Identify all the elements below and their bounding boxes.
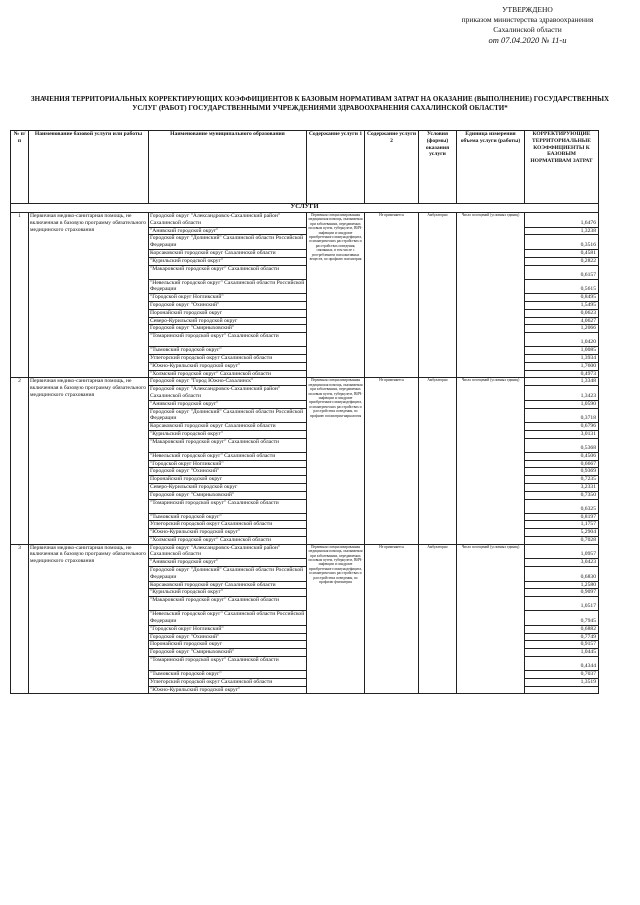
municipality-name: Корсаковский городской округ Сахалинской области	[149, 423, 307, 431]
municipality-name: "Курильский городской округ"	[149, 257, 307, 265]
coefficient-value: 0,6667	[525, 460, 599, 468]
row-number: 3	[11, 544, 29, 694]
service-conditions: Амбулаторно	[419, 544, 457, 694]
municipality-name: "Южно-Курильский городской округ"	[149, 362, 307, 370]
municipality-name: "Южно-Курильский городской округ"	[149, 686, 307, 694]
header-unit: Единица измерения объема услуги (работы)	[457, 131, 525, 204]
municipality-name: "Курильский городской округ"	[149, 430, 307, 438]
municipality-name: Городской округ "Долинский" Сахалинской области Российской Федерации	[149, 408, 307, 423]
municipality-name: Городской округ "Город Южно-Сахалинск"	[149, 378, 307, 386]
municipality-name: "Курильский городской округ"	[149, 589, 307, 597]
header-row	[11, 131, 599, 204]
coefficient-value: 3,2331	[525, 483, 599, 491]
municipality-name: "Макаровский городской округ" Сахалинской области	[149, 438, 307, 452]
municipality-name: Углегорский городской округ Сахалинской области	[149, 521, 307, 529]
municipality-name: "Томаринский городской округ" Сахалинской области	[149, 657, 307, 671]
service-content-1: Первичная специализированная медицинская помощь, оказываемая при заболеваниях, передаваемых половым путем, туберкулезе, ВИЧ-инфекции и синдроме приобретенного иммунодефицита, психиатрических расстройствах и расстройствах поведения, по профилю фтизиатрия	[307, 544, 365, 694]
municipality-name: "Городской округ Ногликский"	[149, 294, 307, 302]
municipality-name: Поронайский городской округ	[149, 476, 307, 484]
coefficient-value: 0,4973	[525, 370, 599, 378]
coefficient-value: 1,0590	[525, 400, 599, 408]
service-content-1: Первичная специализированная медицинская помощь, оказываемая при заболеваниях, передаваемых половым путем, туберкулезе, ВИЧ-инфекции и синдроме приобретенного иммунодефицита, психиатрических расстройствах и расстройствах поведения, по профилю психиатрия-наркология	[307, 378, 365, 544]
municipality-name: "Томаринский городской округ" Сахалинской области	[149, 333, 307, 347]
municipality-name: "Невельский городской округ" Сахалинской области	[149, 452, 307, 460]
coefficient-value: 1,6476	[525, 213, 599, 228]
municipality-name: "Тымовский городской округ"	[149, 347, 307, 355]
coefficient-value: 0,5615	[525, 279, 599, 294]
table-body	[11, 213, 599, 694]
services-label: УСЛУГИ	[11, 204, 599, 213]
coefficient-value: 0,8197	[525, 513, 599, 521]
municipality-name: Северо-Курильский городской округ	[149, 483, 307, 491]
municipality-name: "Анивский городской округ"	[149, 559, 307, 567]
municipality-name: "Анивский городской округ"	[149, 227, 307, 235]
approval-line: приказом министерства здравоохранения	[461, 15, 594, 24]
service-name: Первичная медико-санитарная помощь, не включенная в базовую программу обязательного медицинского страхования	[29, 378, 149, 544]
municipality-name: Поронайский городской округ	[149, 309, 307, 317]
coefficient-value: 0,9157	[525, 641, 599, 649]
coefficients-table	[10, 130, 599, 694]
row-number: 2	[11, 378, 29, 544]
coefficient-value: 0,6882	[525, 625, 599, 633]
municipality-name: Городской округ "Охинский"	[149, 301, 307, 309]
header-muni: Наименование муниципального образования	[149, 131, 307, 204]
coefficient-value: 0,8495	[525, 294, 599, 302]
municipality-name: Корсаковский городской округ Сахалинской области	[149, 581, 307, 589]
municipality-name: "Невельский городской округ" Сахалинской области Российской Федерации	[149, 279, 307, 294]
table-row	[11, 544, 599, 559]
municipality-name: Городской округ "Александровск-Сахалинский район" Сахалинской области	[149, 544, 307, 559]
municipality-name: Городской округ "Смирныховский"	[149, 649, 307, 657]
municipality-name: Корсаковский городской округ Сахалинской области	[149, 249, 307, 257]
municipality-name: "Тымовский городской округ"	[149, 513, 307, 521]
coefficient-value: 0,7749	[525, 633, 599, 641]
coefficient-value: 0,6157	[525, 265, 599, 279]
service-unit: Число посещений (условных единиц)	[457, 544, 525, 694]
coefficient-value: 0,3718	[525, 408, 599, 423]
service-content-2: Не применяется	[365, 213, 419, 378]
approval-line: УТВЕРЖДЕНО	[502, 5, 553, 14]
municipality-name: "Невельский городской округ" Сахалинской области Российской Федерации	[149, 611, 307, 626]
municipality-name: "Тымовский городской округ"	[149, 671, 307, 679]
coefficient-value: 0,7028	[525, 536, 599, 544]
coefficient-value: 0,7235	[525, 476, 599, 484]
service-conditions: Амбулаторно	[419, 213, 457, 378]
coefficient-value: 1,3423	[525, 386, 599, 401]
coefficient-value: 1,0420	[525, 333, 599, 347]
coefficient-value: 1,2580	[525, 581, 599, 589]
coefficient-value: 0,5368	[525, 438, 599, 452]
coefficient-value: 1,0085	[525, 347, 599, 355]
coefficient-value: 0,4506	[525, 452, 599, 460]
coefficient-value: 1,5495	[525, 301, 599, 309]
municipality-name: Углегорский городской округ Сахалинской области	[149, 678, 307, 686]
approval-date-number: от 07.04.2020 № 11-и	[488, 35, 567, 45]
coefficient-value: 0,7037	[525, 671, 599, 679]
coefficient-value: 1,3348	[525, 378, 599, 386]
municipality-name: Городской округ "Долинский" Сахалинской области Российской Федерации	[149, 567, 307, 582]
row-number: 1	[11, 213, 29, 378]
coefficient-value: 0,6325	[525, 499, 599, 513]
services-row	[11, 204, 599, 213]
header-num: № п/п	[11, 131, 29, 204]
coefficient-value	[525, 686, 599, 694]
municipality-name: "Анивский городской округ"	[149, 400, 307, 408]
service-content-2: Не применяется	[365, 378, 419, 544]
municipality-name: Городской округ "Долинский" Сахалинской области Российской Федерации	[149, 235, 307, 250]
service-content-2: Не применяется	[365, 544, 419, 694]
municipality-name: Северо-Курильский городской округ	[149, 317, 307, 325]
header-content2: Содержание услуги 2	[365, 131, 419, 204]
coefficient-value: 1,2066	[525, 325, 599, 333]
coefficient-value: 3,0131	[525, 430, 599, 438]
coefficient-value: 1,3934	[525, 354, 599, 362]
coefficient-value: 1,0517	[525, 597, 599, 611]
service-unit: Число посещений (условных единиц)	[457, 213, 525, 378]
service-name: Первичная медико-санитарная помощь, не включенная в базовую программу обязательного медицинского страхования	[29, 544, 149, 694]
coefficient-value: 0,4344	[525, 657, 599, 671]
coefficient-value: 3,0423	[525, 559, 599, 567]
coefficient-value: 0,6830	[525, 567, 599, 582]
municipality-name: Городской округ "Смирныховский"	[149, 491, 307, 499]
coefficient-value: 0,4581	[525, 249, 599, 257]
table-row	[11, 378, 599, 386]
coefficient-value: 0,3516	[525, 235, 599, 250]
coefficient-value: 0,0623	[525, 309, 599, 317]
service-name: Первичная медико-санитарная помощь, не включенная в базовую программу обязательного медицинского страхования	[29, 213, 149, 378]
header-conditions: Условия (формы) оказания услуги	[419, 131, 457, 204]
table-row	[11, 213, 599, 228]
municipality-name: "Макаровский городской округ" Сахалинской области	[149, 597, 307, 611]
municipality-name: Городской округ "Александровск-Сахалинский район" Сахалинской области	[149, 213, 307, 228]
header-content1: Содержание услуги 1	[307, 131, 365, 204]
service-conditions: Амбулаторно	[419, 378, 457, 544]
municipality-name: Городской округ "Охинский"	[149, 468, 307, 476]
coefficient-value: 5,2904	[525, 529, 599, 537]
coefficient-value: 1,1757	[525, 521, 599, 529]
municipality-name: Углегорский городской округ Сахалинской области	[149, 354, 307, 362]
municipality-name: "Южно-Курильский городской округ"	[149, 529, 307, 537]
municipality-name: Городской округ "Александровск-Сахалинский район" Сахалинской области	[149, 386, 307, 401]
municipality-name: "Городской округ Ногликский"	[149, 625, 307, 633]
municipality-name: Городской округ "Охинский"	[149, 633, 307, 641]
municipality-name: "Городской округ Ногликский"	[149, 460, 307, 468]
service-content-1: Первичная специализированная медицинская помощь, оказываемая при заболеваниях, передаваемых половым путем, туберкулезе, ВИЧ-инфекции и синдроме приобретенного иммунодефицита, психиатрических расстройствах и расстройствах поведения, связанных, в том числе с употреблением психоактивных веществ, по профилю психиатрия	[307, 213, 365, 378]
coefficient-value: 0,9097	[525, 589, 599, 597]
coefficient-value: 0,6796	[525, 423, 599, 431]
coefficient-value: 1,7600	[525, 362, 599, 370]
coefficient-value: 1,0445	[525, 649, 599, 657]
service-unit: Число посещений (условных единиц)	[457, 378, 525, 544]
coefficient-value: 0,2822	[525, 257, 599, 265]
municipality-name: "Холмский городской округ" Сахалинской области	[149, 370, 307, 378]
coefficient-value: 0,7350	[525, 491, 599, 499]
coefficient-value: 0,7945	[525, 611, 599, 626]
approval-line: Сахалинской области	[493, 25, 562, 34]
coefficient-value: 4,0627	[525, 317, 599, 325]
document-title: ЗНАЧЕНИЯ ТЕРРИТОРИАЛЬНЫХ КОРРЕКТИРУЮЩИХ КОЭФФИЦИЕНТОВ К БАЗОВЫМ НОРМАТИВАМ ЗАТРАТ НА ОКАЗАНИЕ (ВЫПОЛНЕНИЕ) ГОСУДАРСТВЕННЫХ УСЛУГ (РАБОТ) ГОСУДАРСТВЕННЫМИ УЧРЕЖДЕНИЯМИ ЗДРАВООХРАНЕНИЯ САХАЛИНСКОЙ ОБЛАСТИ*	[30, 95, 610, 112]
coefficient-value: 1,3519	[525, 678, 599, 686]
header-service: Наименование базовой услуги или работы	[29, 131, 149, 204]
coefficient-value: 1,3238	[525, 227, 599, 235]
coefficient-value: 1,0957	[525, 544, 599, 559]
municipality-name: Поронайский городской округ	[149, 641, 307, 649]
municipality-name: "Томаринский городской округ" Сахалинской области	[149, 499, 307, 513]
municipality-name: Городской округ "Смирныховский"	[149, 325, 307, 333]
approval-stamp	[425, 5, 630, 45]
coefficient-value: 0,9369	[525, 468, 599, 476]
municipality-name: "Холмский городской округ" Сахалинской области	[149, 536, 307, 544]
header-coef: КОРРЕКТИРУЮЩИЕ ТЕРРИТОРИАЛЬНЫЕ КОЭФФИЦИЕНТЫ К БАЗОВЫМ НОРМАТИВАМ ЗАТРАТ	[525, 131, 599, 204]
municipality-name: "Макаровский городской округ" Сахалинской области	[149, 265, 307, 279]
